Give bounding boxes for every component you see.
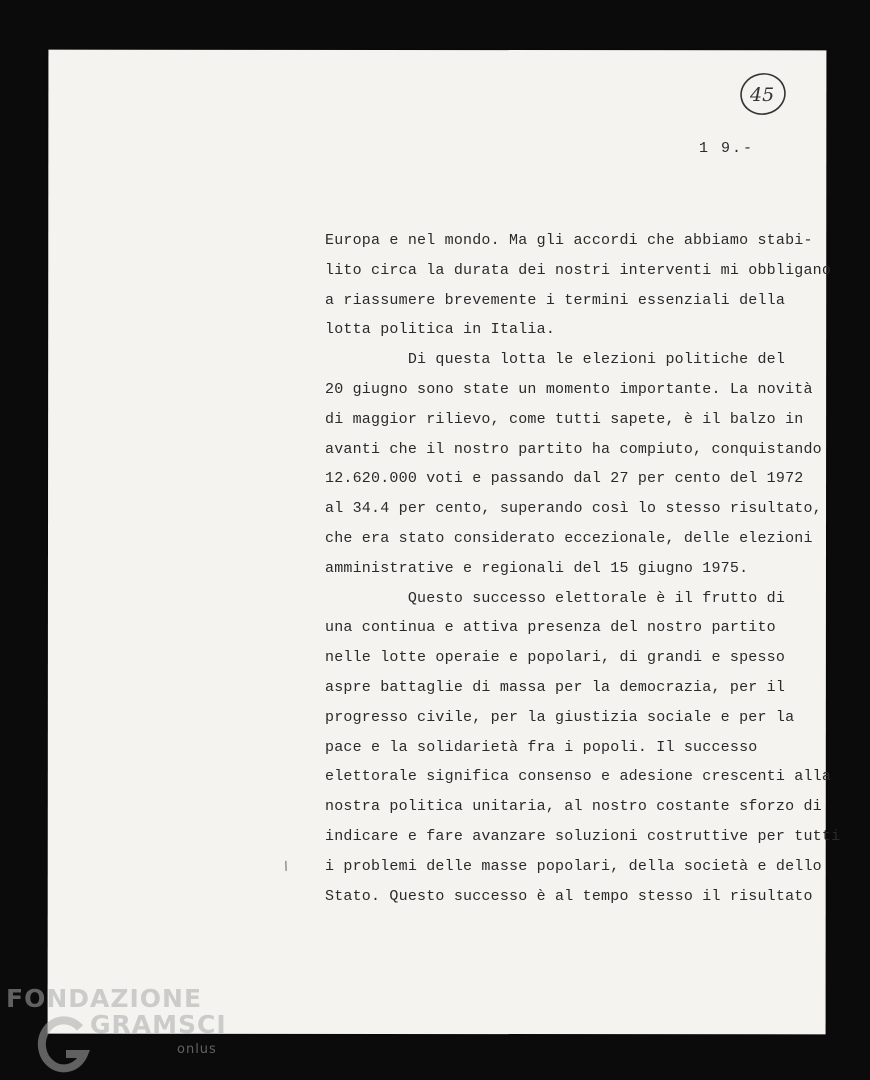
text-line: nostra politica unitaria, al nostro costante sforzo di <box>325 798 822 816</box>
text-line: una continua e attiva presenza del nostro partito <box>325 619 776 637</box>
watermark-line-1: FONDAZIONE <box>6 984 203 1013</box>
text-line: indicare e fare avanzare soluzioni costruttive per tutti <box>325 827 841 845</box>
text-line: i problemi delle masse popolari, della società e dello <box>325 857 822 875</box>
text-line: di maggior rilievo, come tutti sapete, è il balzo in <box>325 410 804 428</box>
pencil-tick-mark: / <box>279 859 294 875</box>
watermark-g-icon <box>36 1014 92 1074</box>
text-line: a riassumere brevemente i termini essenziali della <box>325 291 786 309</box>
watermark-line-2: GRAMSCI <box>90 1010 227 1039</box>
text-line: Questo successo elettorale è il frutto di <box>325 589 786 607</box>
text-line: al 34.4 per cento, superando così lo stesso risultato, <box>325 500 822 518</box>
text-line: amministrative e regionali del 15 giugno 1975. <box>325 559 749 577</box>
archive-circle-mark <box>738 70 788 118</box>
text-line: nelle lotte operaie e popolari, di grandi e spesso <box>325 649 786 667</box>
text-line: 20 giugno sono state un momento importante. La novità <box>325 380 813 398</box>
text-line: lotta politica in Italia. <box>325 321 556 339</box>
text-line: lito circa la durata dei nostri interventi mi obbligano <box>325 261 832 279</box>
page-number: 1 9.- <box>699 140 755 157</box>
foundation-watermark <box>4 984 227 1076</box>
text-line: aspre battaglie di massa per la democrazia, per il <box>325 678 786 696</box>
archive-mark-number: 45 <box>750 84 775 106</box>
text-line: pace e la solidarietà fra i popoli. Il successo <box>325 738 758 756</box>
text-line: avanti che il nostro partito ha compiuto, conquistando <box>325 440 822 458</box>
text-line: progresso civile, per la giustizia sociale e per la <box>325 708 795 726</box>
text-line: elettorale significa consenso e adesione crescenti alla <box>325 768 832 786</box>
text-line: che era stato considerato eccezionale, delle elezioni <box>325 529 813 547</box>
text-line: Stato. Questo successo è al tempo stesso il risultato <box>325 887 813 905</box>
body-text <box>325 226 845 911</box>
watermark-line-3: onlus <box>177 1042 217 1057</box>
text-line: 12.620.000 voti e passando dal 27 per cento del 1972 <box>325 470 804 488</box>
text-line: Europa e nel mondo. Ma gli accordi che abbiamo stabi- <box>325 232 813 249</box>
text-line: Di questa lotta le elezioni politiche del <box>325 351 786 369</box>
